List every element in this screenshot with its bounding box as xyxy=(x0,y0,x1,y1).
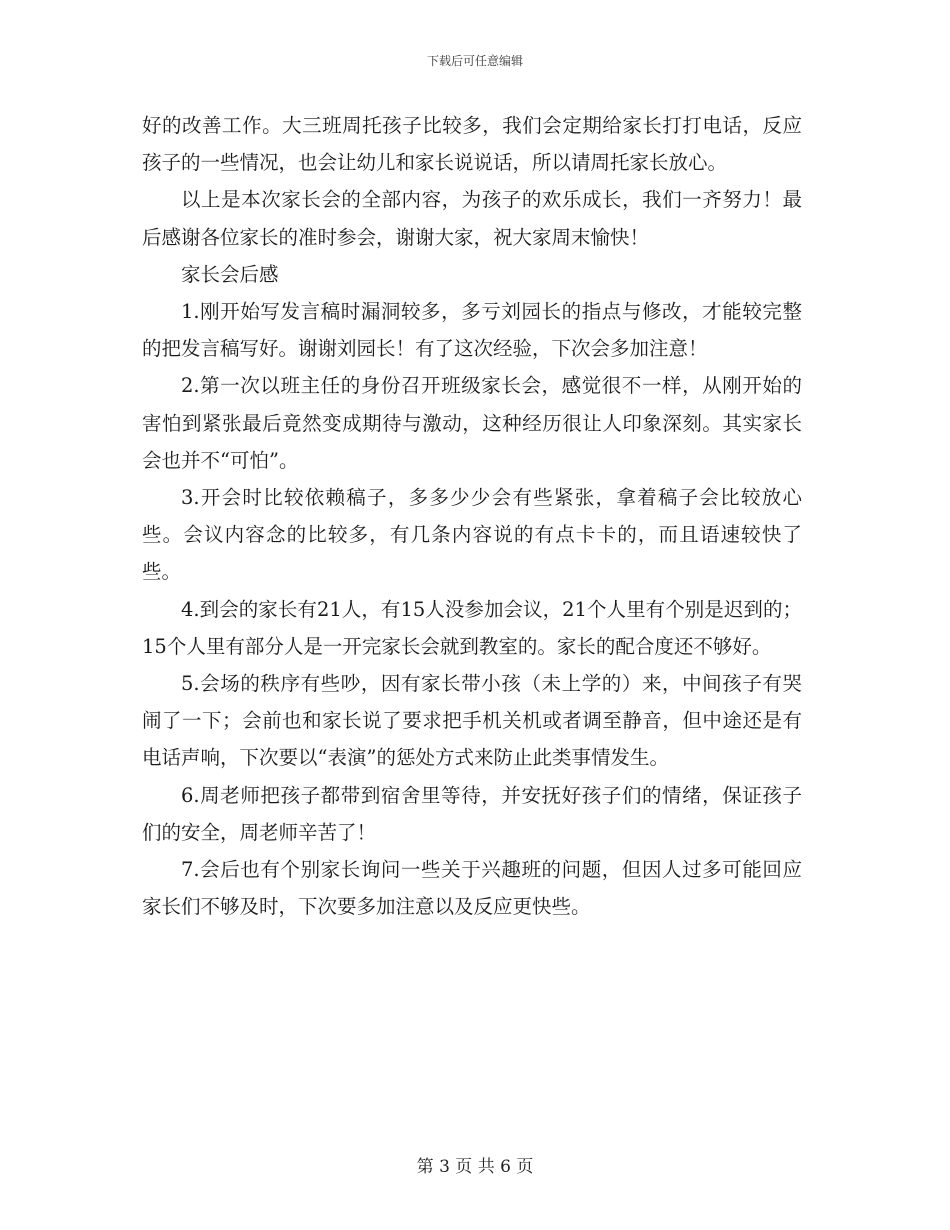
reflection-item-1: 1.刚开始写发言稿时漏洞较多，多亏刘园长的指点与修改，才能较完整的把发言稿写好。谢谢刘园长！有了这次经验，下次会多加注意！ xyxy=(142,300,802,361)
section-heading-reflections: 家长会后感 xyxy=(181,262,279,286)
reflection-item-5: 5.会场的秩序有些吵，因有家长带小孩（未上学的）来，中间孩子有哭闹了一下；会前也和家长说了要求把手机关机或者调至静音，但中途还是有电话声响，下次要以“表演”的惩处方式来防止此类事情发生。 xyxy=(142,672,802,770)
reflection-item-7: 7.会后也有个别家长询问一些关于兴趣班的问题，但因人过多可能回应家长们不够及时，下次要多加注意以及反应更快些。 xyxy=(142,858,802,919)
page-header-note: 下载后可任意编辑 xyxy=(426,54,523,68)
page-number-footer: 第 3 页 共 6 页 xyxy=(416,1157,534,1177)
paragraph-closing-remarks: 以上是本次家长会的全部内容，为孩子的欢乐成长，我们一齐努力！最后感谢各位家长的准时参会，谢谢大家，祝大家周末愉快！ xyxy=(142,188,802,249)
document-body xyxy=(142,107,802,925)
reflection-item-6: 6.周老师把孩子都带到宿舍里等待，并安抚好孩子们的情绪，保证孩子们的安全，周老师辛苦了！ xyxy=(142,783,802,844)
reflection-item-3: 3.开会时比较依赖稿子，多多少少会有些紧张，拿着稿子会比较放心些。会议内容念的比较多，有几条内容说的有点卡卡的，而且语速较快了些。 xyxy=(142,486,802,584)
paragraph-continuation: 好的改善工作。大三班周托孩子比较多，我们会定期给家长打打电话，反应孩子的一些情况，也会让幼儿和家长说说话，所以请周托家长放心。 xyxy=(142,114,802,175)
reflection-item-2: 2.第一次以班主任的身份召开班级家长会，感觉很不一样，从刚开始的害怕到紧张最后竟然变成期待与激动，这种经历很让人印象深刻。其实家长会也并不“可怕”。 xyxy=(142,374,802,472)
reflection-item-4: 4.到会的家长有21人，有15人没参加会议，21个人里有个别是迟到的；15个人里有部分人是一开完家长会就到教室的。家长的配合度还不够好。 xyxy=(142,597,802,658)
